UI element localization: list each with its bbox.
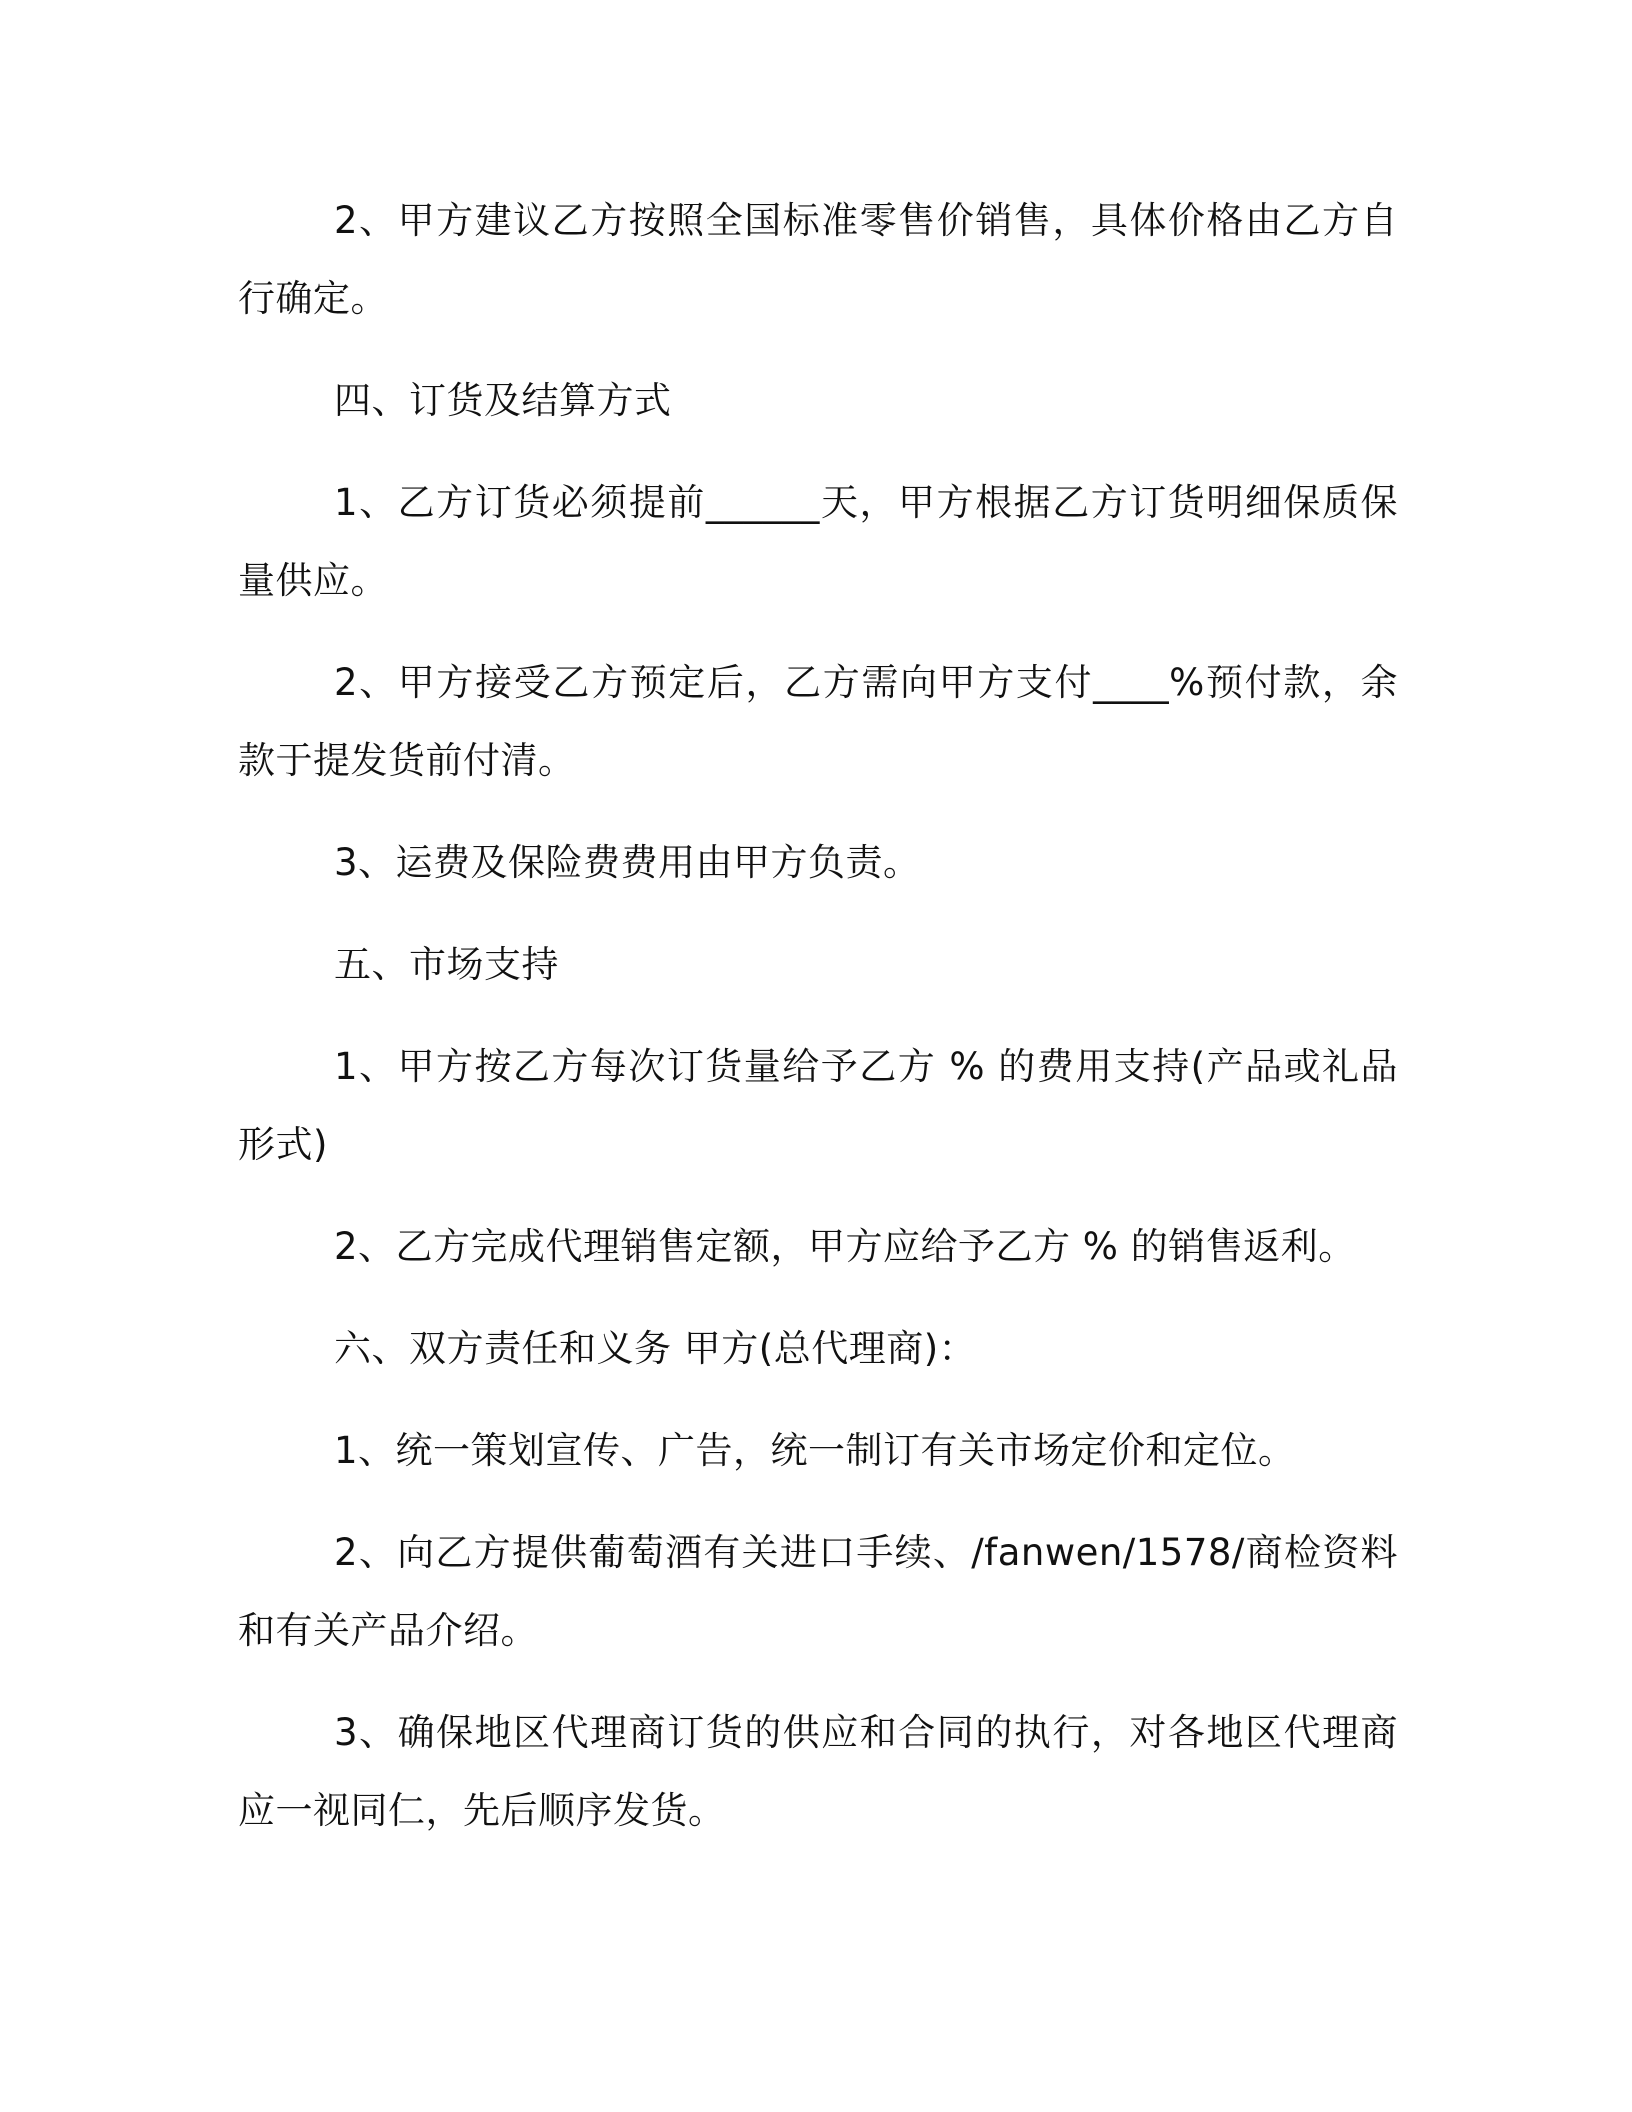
clause-5-1-expense-support: 1、甲方按乙方每次订货量给予乙方 % 的费用支持(产品或礼品形式)	[238, 1045, 1398, 1166]
clause-3-2-pricing: 2、甲方建议乙方按照全国标准零售价销售，具体价格由乙方自行确定。	[238, 199, 1398, 320]
clause-4-3-freight-insurance: 3、运费及保险费费用由甲方负责。	[334, 841, 921, 884]
clause-6-1-planning-promotion: 1、统一策划宣传、广告，统一制订有关市场定价和定位。	[334, 1429, 1296, 1472]
clause-6-2-import-documents: 2、向乙方提供葡萄酒有关进口手续、/fanwen/1578/商检资料和有关产品介绍。	[238, 1531, 1398, 1652]
section-heading-ordering-settlement: 四、订货及结算方式	[334, 379, 672, 422]
clause-4-1-order-lead-time: 1、乙方订货必须提前______天，甲方根据乙方订货明细保质保量供应。	[238, 481, 1398, 602]
clause-5-2-sales-rebate: 2、乙方完成代理销售定额，甲方应给予乙方 % 的销售返利。	[334, 1225, 1356, 1268]
clause-6-3-supply-guarantee: 3、确保地区代理商订货的供应和合同的执行，对各地区代理商应一视同仁，先后顺序发货。	[238, 1711, 1398, 1832]
document-body	[238, 182, 1398, 1874]
clause-4-2-prepayment: 2、甲方接受乙方预定后，乙方需向甲方支付____%预付款，余款于提发货前付清。	[238, 661, 1398, 782]
section-heading-market-support: 五、市场支持	[334, 943, 559, 986]
section-heading-responsibilities: 六、双方责任和义务 甲方(总代理商)：	[334, 1327, 977, 1370]
